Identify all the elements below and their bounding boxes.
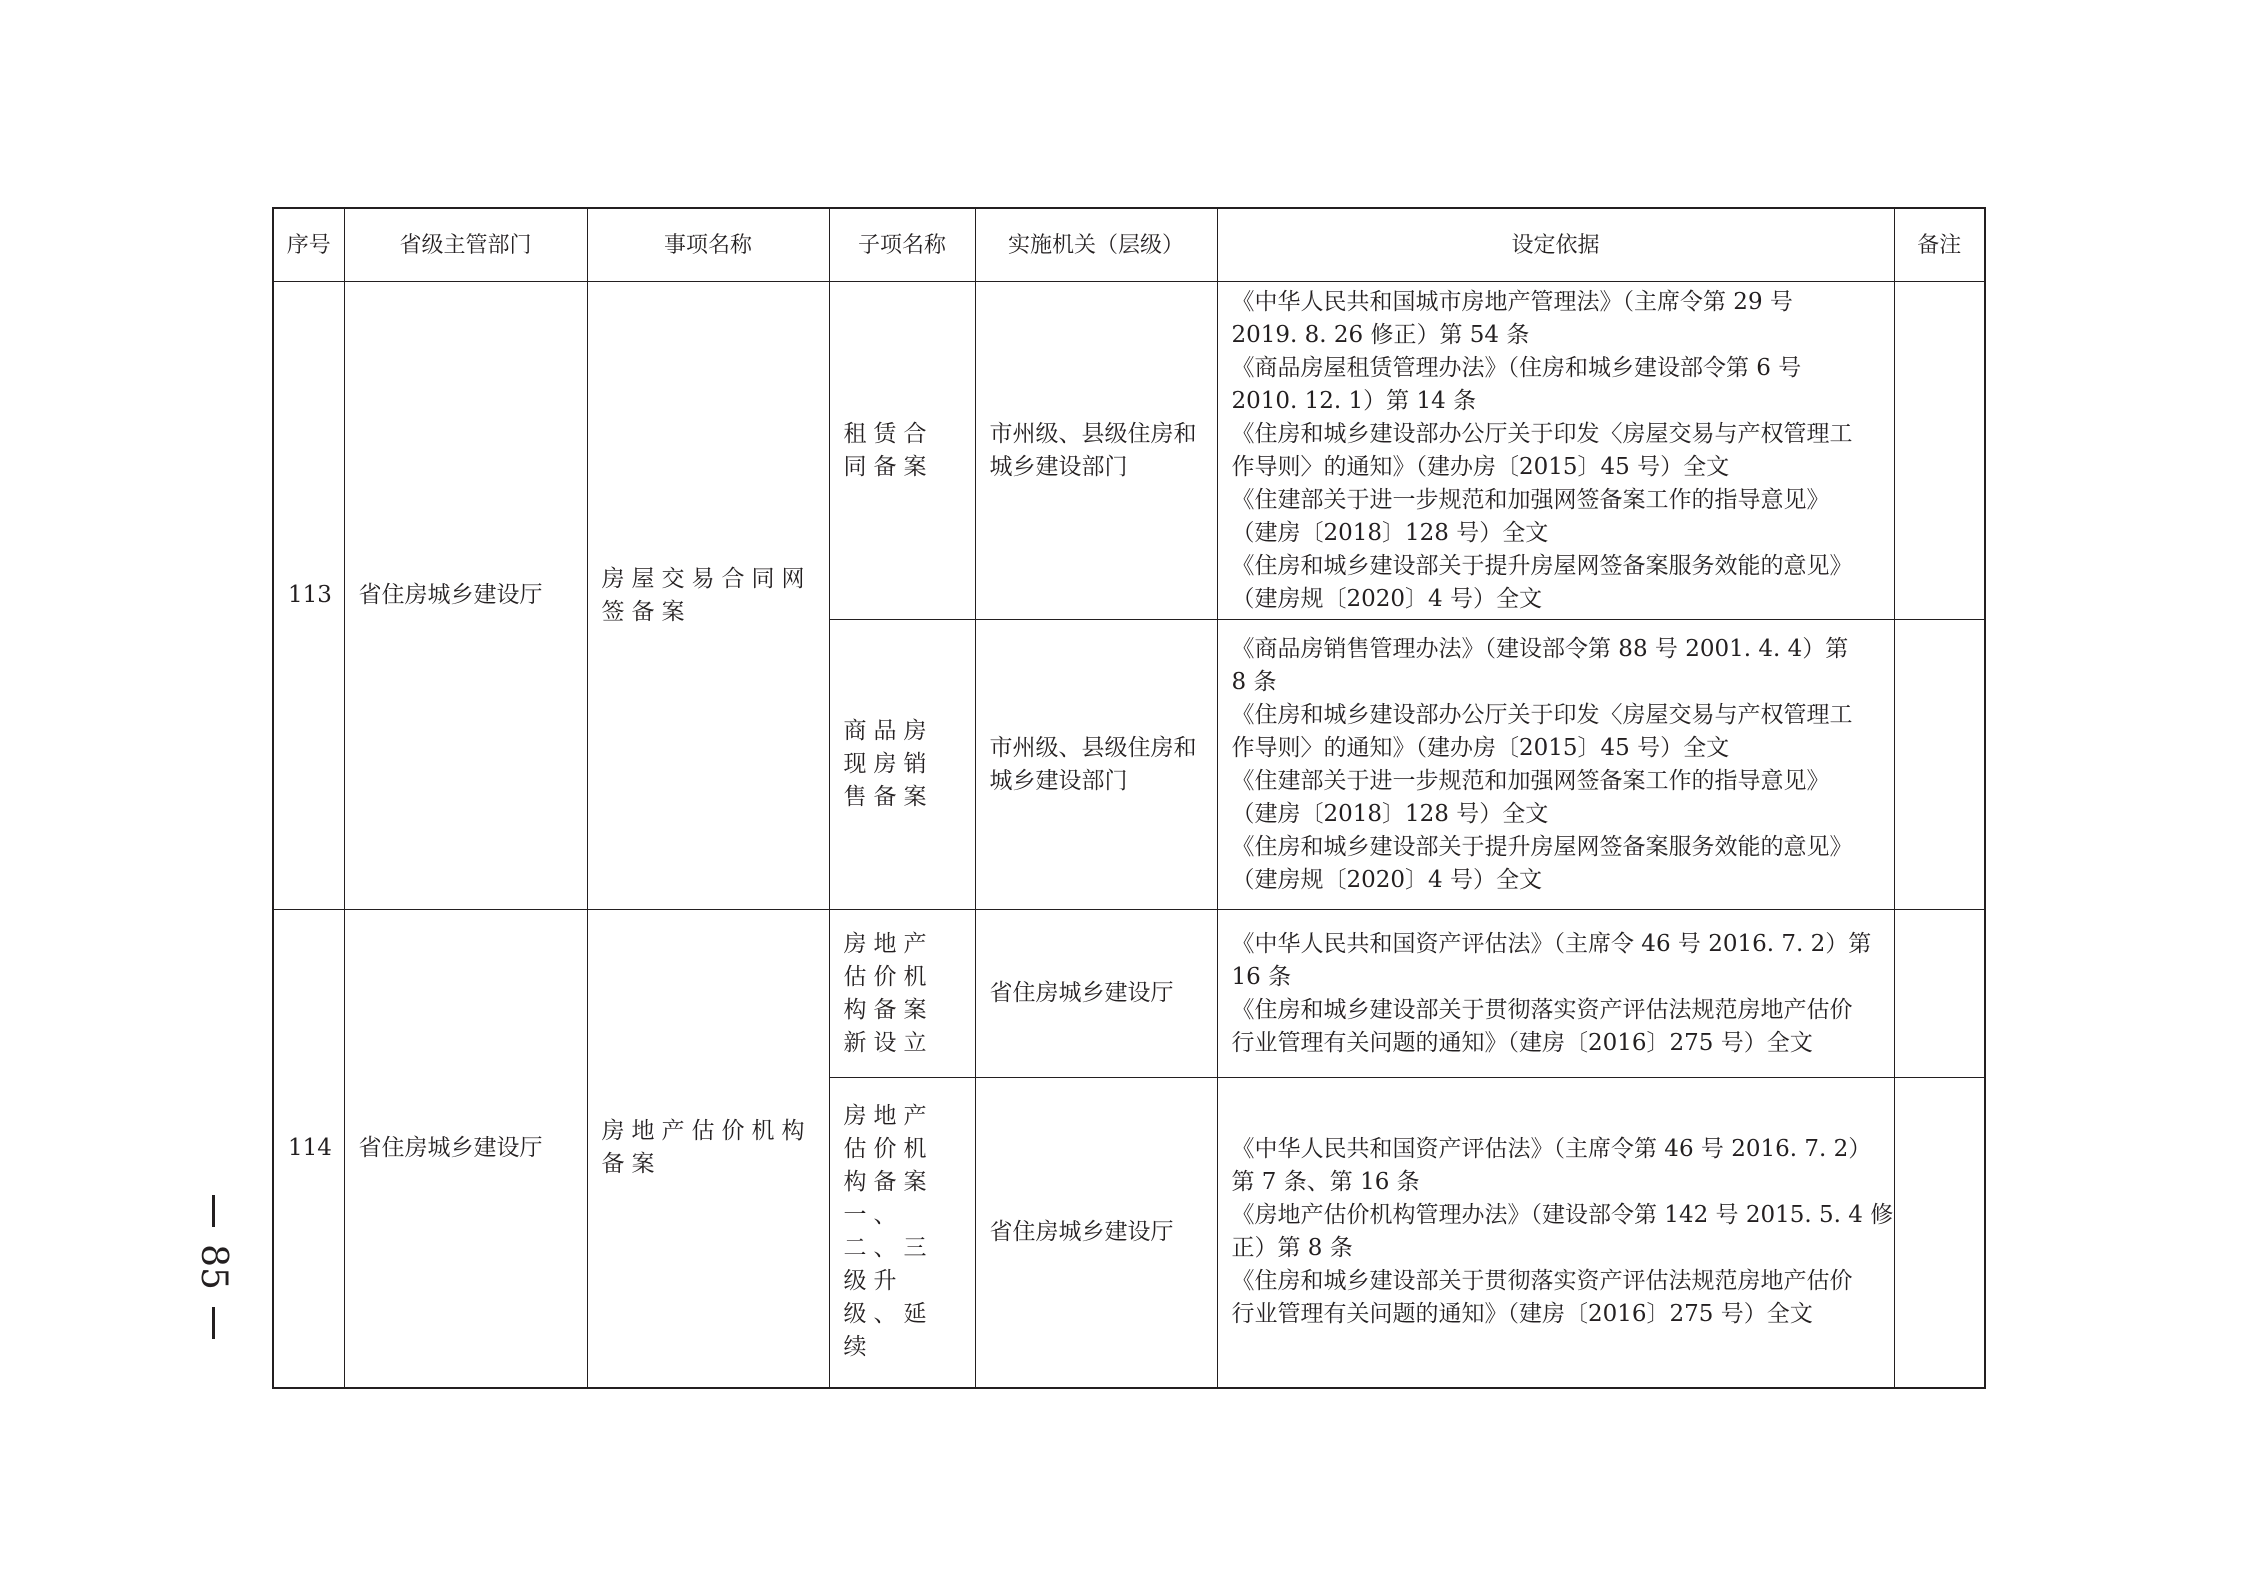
header-department: 省级主管部门: [344, 208, 587, 282]
table-header-row: [273, 208, 1985, 282]
basis-line: 《住房和城乡建设部办公厅关于印发〈房屋交易与产权管理工: [1231, 701, 1853, 728]
row-113-sub2-remark: [1894, 620, 1985, 910]
basis-line: 《商品房销售管理办法》（建设部令第 88 号 2001. 4. 4）第: [1231, 635, 1849, 662]
row-114-sub2-basis: [1217, 1078, 1894, 1388]
row-114-sub1-name: 房地产估价机构备案新设立: [829, 910, 975, 1078]
header-remark: 备注: [1894, 208, 1985, 282]
row-113-department: 省住房城乡建设厅: [344, 282, 587, 910]
row-114-sub1-remark: [1894, 910, 1985, 1078]
page-number: 85: [193, 1244, 234, 1290]
basis-line: （建房规〔2020〕4 号）全文: [1231, 866, 1542, 893]
row-113-sub2-basis: [1217, 620, 1894, 910]
basis-line: 《住房和城乡建设部关于提升房屋网签备案服务效能的意见》: [1231, 552, 1853, 579]
basis-line: 作导则〉的通知》（建办房〔2015〕45 号）全文: [1231, 734, 1730, 761]
basis-line: 2019. 8. 26 修正）第 54 条: [1231, 321, 1530, 348]
basis-line: 《中华人民共和国城市房地产管理法》（主席令第 29 号: [1231, 288, 1793, 315]
row-113-sub1-agency: 市州级、县级住房和城乡建设部门: [975, 282, 1217, 620]
basis-line: 行业管理有关问题的通知》（建房〔2016〕275 号）全文: [1231, 1301, 1813, 1328]
basis-line: 正）第 8 条: [1231, 1235, 1353, 1262]
page-number-folio: [188, 1195, 238, 1355]
row-113-no: 113: [273, 282, 344, 910]
table-row: [273, 282, 1985, 620]
basis-line: 《住建部关于进一步规范和加强网签备案工作的指导意见》: [1231, 767, 1830, 794]
basis-line: 《住建部关于进一步规范和加强网签备案工作的指导意见》: [1231, 486, 1830, 513]
basis-line: 8 条: [1231, 668, 1277, 695]
basis-line: 《住房和城乡建设部关于贯彻落实资产评估法规范房地产估价: [1231, 996, 1853, 1023]
header-basis: 设定依据: [1217, 208, 1894, 282]
basis-line: 《商品房屋租赁管理办法》（住房和城乡建设部令第 6 号: [1231, 354, 1802, 381]
folio-dash-top: [212, 1195, 215, 1227]
row-114-sub2-agency: 省住房城乡建设厅: [975, 1078, 1217, 1388]
basis-line: 《房地产估价机构管理办法》（建设部令第 142 号 2015. 5. 4 修: [1231, 1202, 1894, 1229]
basis-line: 16 条: [1231, 963, 1292, 990]
table-row: [273, 910, 1985, 1078]
basis-line: （建房〔2018〕128 号）全文: [1231, 800, 1549, 827]
row-114-sub2-remark: [1894, 1078, 1985, 1388]
basis-line: （建房〔2018〕128 号）全文: [1231, 519, 1549, 546]
row-114-item: 房地产估价机构备案: [587, 910, 829, 1388]
row-113-item: 房屋交易合同网签备案: [587, 282, 829, 910]
basis-line: 作导则〉的通知》（建办房〔2015〕45 号）全文: [1231, 453, 1730, 480]
row-113-sub2-name: 商品房现房销售备案: [829, 620, 975, 910]
folio-dash-bottom: [212, 1307, 215, 1339]
basis-line: 2010. 12. 1）第 14 条: [1231, 387, 1477, 414]
basis-line: 《住房和城乡建设部办公厅关于印发〈房屋交易与产权管理工: [1231, 420, 1853, 447]
row-114-sub1-agency: 省住房城乡建设厅: [975, 910, 1217, 1078]
row-114-no: 114: [273, 910, 344, 1388]
row-113-sub1-remark: [1894, 282, 1985, 620]
header-no: 序号: [273, 208, 344, 282]
row-114-sub2-name: 房地产估价机构备案一、二、三级升级、延续: [829, 1078, 975, 1388]
header-subitem: 子项名称: [829, 208, 975, 282]
row-113-sub2-agency: 市州级、县级住房和城乡建设部门: [975, 620, 1217, 910]
basis-line: （建房规〔2020〕4 号）全文: [1231, 585, 1542, 612]
basis-line: 《中华人民共和国资产评估法》（主席令 46 号 2016. 7. 2）第: [1231, 930, 1872, 957]
row-113-sub1-basis: [1217, 282, 1894, 620]
basis-line: 《中华人民共和国资产评估法》（主席令第 46 号 2016. 7. 2）: [1231, 1136, 1872, 1163]
basis-line: 《住房和城乡建设部关于贯彻落实资产评估法规范房地产估价: [1231, 1268, 1853, 1295]
header-item: 事项名称: [587, 208, 829, 282]
basis-line: 第 7 条、第 16 条: [1231, 1169, 1420, 1196]
row-113-sub1-name: 租赁合同备案: [829, 282, 975, 620]
header-agency: 实施机关（层级）: [975, 208, 1217, 282]
row-114-department: 省住房城乡建设厅: [344, 910, 587, 1388]
approval-items-table: [272, 207, 1986, 1389]
basis-line: 行业管理有关问题的通知》（建房〔2016〕275 号）全文: [1231, 1029, 1813, 1056]
basis-line: 《住房和城乡建设部关于提升房屋网签备案服务效能的意见》: [1231, 833, 1853, 860]
row-114-sub1-basis: [1217, 910, 1894, 1078]
